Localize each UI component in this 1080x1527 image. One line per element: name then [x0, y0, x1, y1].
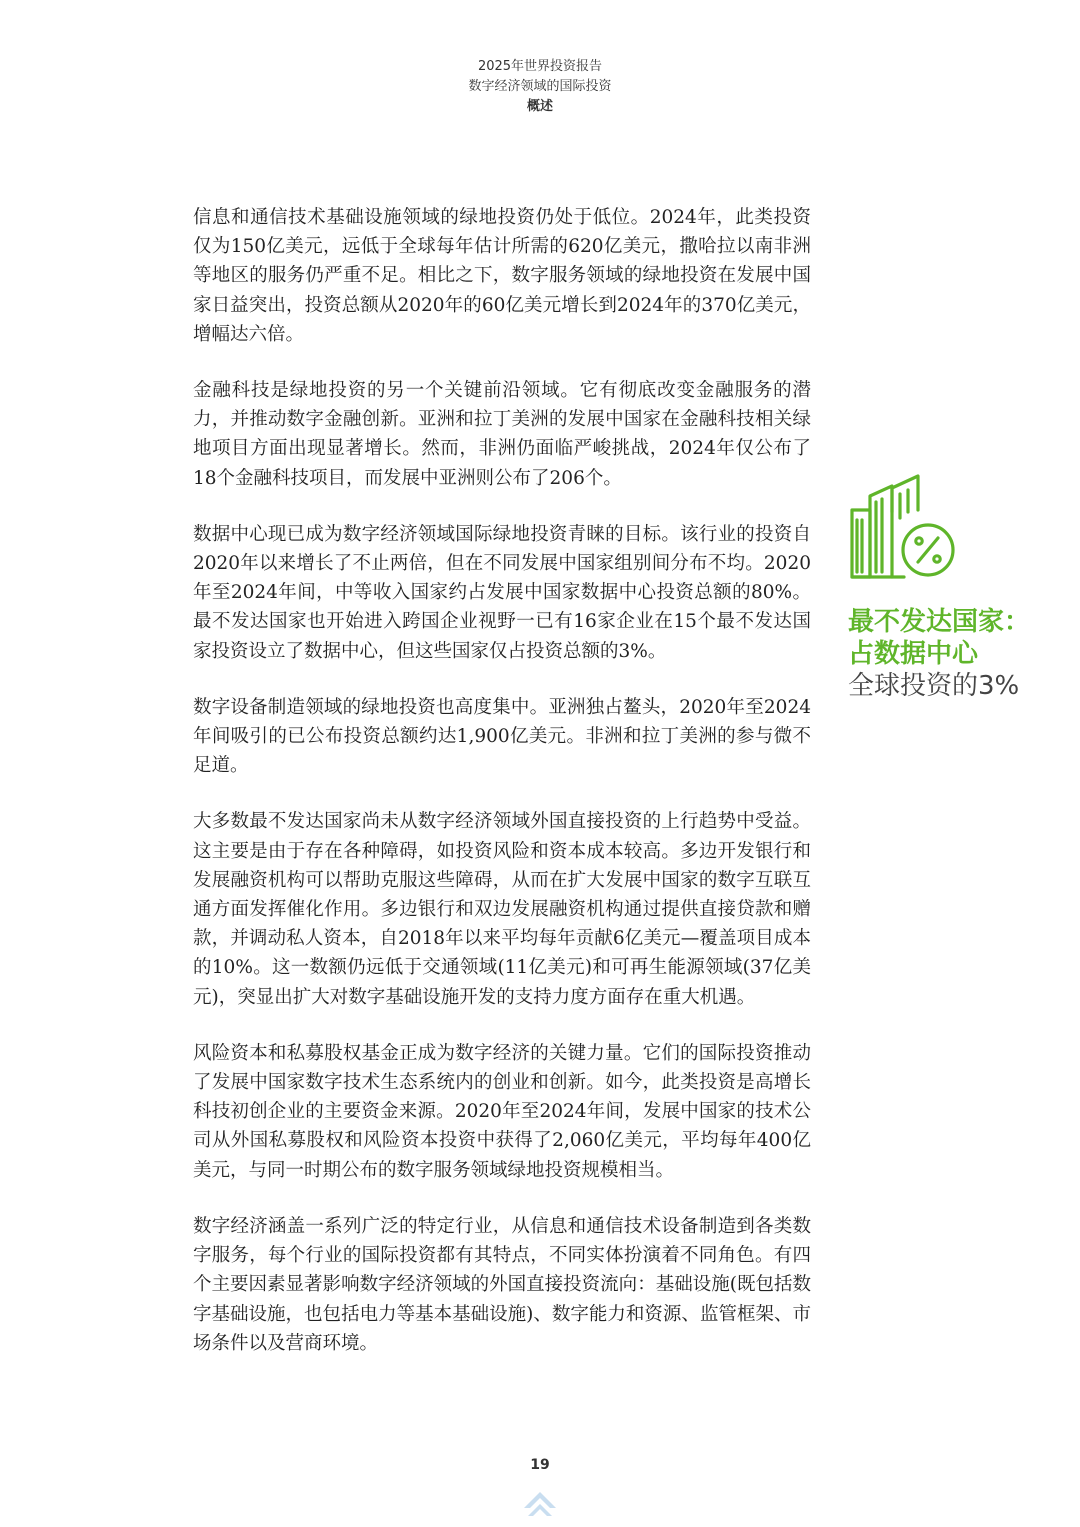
paragraph-body: 2024年，此类投资仅为150亿美元，远低于全球每年估计所需的620亿美元，撒哈拉以南非洲等地区的服务仍严重不足。相比之下，数字服务领域的绿地投资在发展中国家日益突出，投资总额从2020年的60亿美元增长到2024年的370亿美元，增幅达六倍。 — [193, 207, 811, 345]
paragraph-body: 它们的国际投资推动了发展中国家数字技术生态系统内的创业和创新。如今，此类投资是高增长科技初创企业的主要资金来源。2020年至2024年间，发展中国家的技术公司从外国私募股权和风险资本投资中获得了2,060亿美元，平均每年400亿美元，与同一时期公布的数字服务领域绿地投资规模相当。 — [193, 1042, 811, 1181]
up-arrow-icon[interactable] — [522, 1484, 558, 1520]
paragraph-lead: 信息和通信技术基础设施领域的绿地投资仍处于低位。 — [193, 207, 650, 228]
paragraph-lead: 数字经济涵盖一系列广泛的特定行业， — [193, 1215, 512, 1237]
paragraph-lead: 大多数最不发达国家尚未从数字经济领域外国直接投资的上行趋势中受益。 — [193, 811, 811, 833]
paragraph-venture-capital — [193, 1039, 811, 1185]
paragraph-body: 该行业的投资自2020年以来增长了不止两倍，但在不同发展中国家组别间分布不均。2020年至2024年间，中等收入国家约占发展中国家数据中心投资总额的80%。最不发达国家也开始进入跨国企业视野一已有16家企业在15个最不发达国家投资设立了数据中心，但这些国家仅占投资总额的3%。 — [193, 523, 811, 662]
main-text — [193, 203, 811, 1385]
paragraph-lead: 数据中心现已成为数字经济领域国际绿地投资青睐的目标。 — [193, 523, 681, 545]
paragraph-body: 从信息和通信技术设备制造到各类数字服务，每个行业的国际投资都有其特点，不同实体扮演着不同角色。有四个主要因素显著影响数字经济领域的外国直接投资流向：基础设施(既包括数字基础设施，也包括电力等基本基础设施)、数字能力和资源、监管框架、市场条件以及营商环境。 — [193, 1215, 811, 1354]
paragraph-body: 亚洲独占鳌头，2020年至2024年间吸引的已公布投资总额约达1,900亿美元。非洲和拉丁美洲的参与微不足道。 — [193, 696, 811, 777]
callout-text — [848, 606, 1058, 702]
page-header — [0, 57, 1080, 117]
page-number: 19 — [530, 1457, 550, 1473]
paragraph-ldc-barriers — [193, 807, 811, 1011]
callout-line-2: 占数据中心 — [848, 639, 979, 669]
paragraph-lead: 数字设备制造领域的绿地投资也高度集中。 — [193, 696, 549, 718]
paragraph-ict-infrastructure — [193, 203, 811, 349]
sidebar-callout — [848, 472, 1058, 702]
paragraph-body: 它有彻底改变金融服务的潜力，并推动数字金融创新。亚洲和拉丁美洲的发展中国家在金融科技相关绿地项目方面出现显著增长。然而，非洲仍面临严峻挑战，2024年仅公布了18个金融科技项目，而发展中亚洲则公布了206个。 — [193, 380, 811, 489]
paragraph-device-manufacturing — [193, 693, 811, 781]
paragraph-lead: 风险资本和私募股权基金正成为数字经济的关键力量。 — [193, 1042, 643, 1064]
paragraph-fintech — [193, 376, 811, 493]
section-title: 概述 — [526, 99, 553, 114]
callout-line-1: 最不发达国家： — [848, 607, 1031, 637]
callout-line-3: 全球投资的3% — [848, 671, 1020, 701]
paragraph-body: 这主要是由于存在各种障碍，如投资风险和资本成本较高。多边开发银行和发展融资机构可以帮助克服这些障碍，从而在扩大发展中国家的数字互联互通方面发挥催化作用。多边银行和双边发展融资机构通过提供直接贷款和赠款，并调动私人资本，自2018年以来平均每年贡献6亿美元—覆盖项目成本的10%。这一数额仍远低于交通领域(11亿美元)和可再生能源领域(37亿美元)，突显出扩大对数字基础设施开发的支持力度方面存在重大机遇。 — [193, 840, 811, 1008]
report-subtitle: 数字经济领域的国际投资 — [468, 79, 612, 94]
paragraph-digital-economy-factors — [193, 1212, 811, 1358]
report-title: 2025年世界投资报告 — [477, 59, 603, 74]
paragraph-lead: 金融科技是绿地投资的另一个关键前沿领域。 — [193, 380, 580, 402]
building-percent-icon — [848, 472, 958, 582]
paragraph-data-centers — [193, 520, 811, 666]
